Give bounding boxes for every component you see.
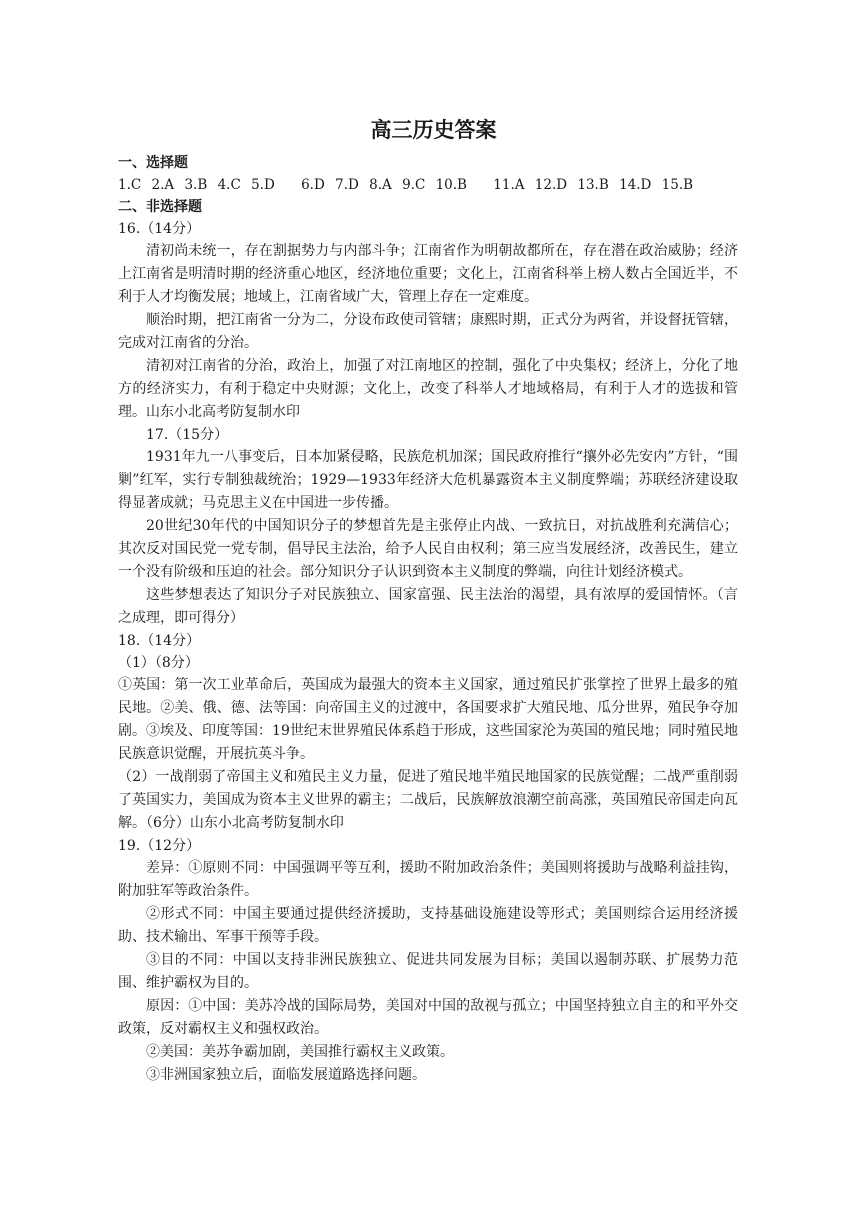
question-19-paragraph: ②美国：美苏争霸加剧，美国推行霸权主义政策。 — [146, 1044, 454, 1060]
document-body — [118, 152, 738, 1087]
answer-item: 6.D — [301, 177, 325, 193]
question-16-paragraph: 清初尚未统一，存在割据势力与内部斗争；江南省作为明朝故都所在，存在潜在政治威胁；经济上江南省是明清时期的经济重心地区，经济地位重要；文化上，江南省科举上榜人数占全国近半，不利于人才均衡发展；地域上，江南省域广大，管理上存在一定难度。 — [118, 243, 738, 305]
question-18-heading: 18.（14分） — [118, 633, 201, 649]
section-heading-choice: 一、选择题 — [118, 155, 188, 171]
question-16-paragraph: 清初对江南省的分治，政治上，加强了对江南地区的控制，强化了中央集权；经济上，分化了地方的经济实力，有利于稳定中央财源；文化上，改变了科举人才地域格局，有利于人才的选拔和管理。山东小北高考防复制水印 — [118, 358, 738, 420]
answer-item: 4.C — [217, 177, 241, 193]
answer-item: 8.A — [369, 177, 392, 193]
question-19-paragraph: 差异：①原则不同：中国强调平等互利，援助不附加政治条件；美国则将援助与战略利益挂钩，附加驻军等政治条件。 — [118, 860, 738, 899]
answer-item: 3.B — [184, 177, 208, 193]
question-16-paragraph: 顺治时期，把江南省一分为二，分设布政使司管辖；康熙时期，正式分为两省，并设督抚管辖，完成对江南省的分治。 — [118, 312, 738, 351]
question-17-paragraph: 1931年九一八事变后，日本加紧侵略，民族危机加深；国民政府推行“攘外必先安内”方针，“围剿”红军，实行专制独裁统治；1929—1933年经济大危机暴露资本主义制度弊端；苏联经济建设取得显著成就；马克思主义在中国进一步传播。 — [118, 449, 738, 511]
question-17-heading: 17.（15分） — [146, 427, 229, 443]
choice-answer-list — [118, 174, 738, 196]
answer-item: 7.D — [335, 177, 359, 193]
question-19-paragraph: ②形式不同：中国主要通过提供经济援助，支持基础设施建设等形式；美国则综合运用经济援助、技术输出、军事干预等手段。 — [118, 906, 738, 945]
section-heading-nonchoice: 二、非选择题 — [118, 199, 202, 215]
answer-item: 1.C — [118, 177, 142, 193]
answer-item: 11.A — [493, 177, 525, 193]
question-19-paragraph: ③目的不同：中国以支持非洲民族独立、促进共同发展为目标；美国以遏制苏联、扩展势力范围、维护霸权为目的。 — [118, 952, 738, 991]
answer-item: 15.B — [661, 177, 694, 193]
question-18-subheading: （1）（8分） — [118, 655, 199, 671]
answer-item: 13.B — [577, 177, 609, 193]
question-19-heading: 19.（12分） — [118, 838, 201, 854]
question-17-paragraph: 20世纪30年代的中国知识分子的梦想首先是主张停止内战、一致抗日，对抗战胜利充满信心；其次反对国民党一党专制，倡导民主法治，给予人民自由权利；第三应当发展经济，改善民生，建立一个没有阶级和压迫的社会。部分知识分子认识到资本主义制度的弊端，向往计划经济模式。 — [118, 518, 738, 580]
question-18-paragraph: ①英国：第一次工业革命后，英国成为最强大的资本主义国家，通过殖民扩张掌控了世界上最多的殖民地。②美、俄、德、法等国：向帝国主义的过渡中，各国要求扩大殖民地、瓜分世界，殖民争夺加剧。③埃及、印度等国：19世纪末世界殖民体系趋于形成，这些国家沦为英国的殖民地；同时殖民地民族意识觉醒，开展抗英斗争。 — [118, 677, 738, 762]
answer-item: 10.B — [435, 177, 467, 193]
answer-item: 12.D — [534, 177, 568, 193]
question-18-paragraph: （2）一战削弱了帝国主义和殖民主义力量，促进了殖民地半殖民地国家的民族觉醒；二战严重削弱了英国实力，美国成为资本主义世界的霸主；二战后，民族解放浪潮空前高涨，英国殖民帝国走向瓦解。（6分）山东小北高考防复制水印 — [118, 769, 738, 831]
question-19-paragraph: ③非洲国家独立后，面临发展道路选择问题。 — [146, 1067, 426, 1083]
answer-item: 14.D — [619, 177, 652, 193]
question-19-paragraph: 原因：①中国：美苏冷战的国际局势，美国对中国的敌视与孤立；中国坚持独立自主的和平外交政策，反对霸权主义和强权政治。 — [118, 998, 738, 1037]
answer-item: 2.A — [151, 177, 175, 193]
page-title: 高三历史答案 — [370, 117, 497, 142]
answer-item: 9.C — [402, 177, 426, 193]
question-17-paragraph: 这些梦想表达了知识分子对民族独立、国家富强、民主法治的渴望，具有浓厚的爱国情怀。（言之成理，即可得分） — [118, 587, 738, 626]
question-16-heading: 16.（14分） — [118, 221, 201, 237]
answer-item: 5.D — [251, 177, 275, 193]
